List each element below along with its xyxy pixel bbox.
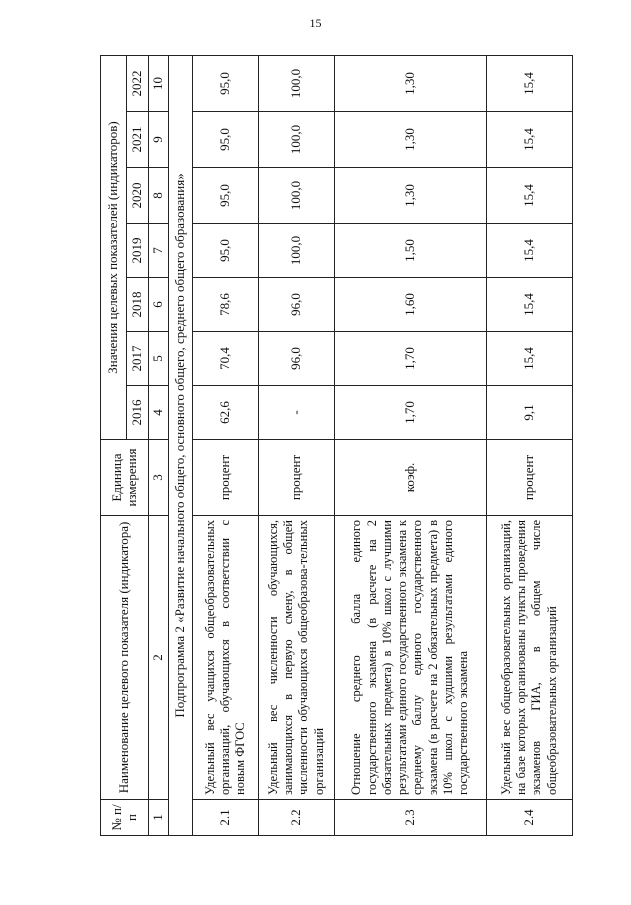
row-value: 15,4 bbox=[486, 55, 572, 111]
table-row bbox=[258, 55, 334, 835]
row-unit: коэф. bbox=[334, 440, 486, 516]
row-value: 1,30 bbox=[334, 112, 486, 168]
row-num: 2.1 bbox=[192, 800, 258, 836]
row-num: 2.3 bbox=[334, 800, 486, 836]
header-values-title: Значения целевых показателей (индикаторов) bbox=[101, 55, 127, 439]
row-value: 15,4 bbox=[486, 112, 572, 168]
index-cell: 3 bbox=[149, 440, 169, 516]
index-cell: 6 bbox=[149, 278, 169, 332]
row-name: Отношение среднего балла единого государственного экзамена (в расчете на 2 обязательных предмета) в 10% школ с лучшими результатами единого государственного экзамена к среднему баллу единого государственного экзамена (в расчете на 2 обязательных предмета) в 10% школ с худшими результатами единого государственного экзамена bbox=[334, 516, 486, 800]
header-year: 2022 bbox=[127, 55, 149, 111]
row-value: 15,4 bbox=[486, 332, 572, 386]
row-value: 100,0 bbox=[258, 55, 334, 111]
row-name: Удельный вес учащихся общеобразовательных организаций, обучающихся в соответствии с новым ФГОС bbox=[192, 516, 258, 800]
row-value: 1,60 bbox=[334, 278, 486, 332]
row-value: 1,70 bbox=[334, 386, 486, 440]
header-num: № п/п bbox=[101, 800, 149, 836]
subprogram-title: Подпрограмма 2 «Развитие начального общего, основного общего, среднего общего образования» bbox=[168, 55, 192, 835]
row-value: 95,0 bbox=[192, 55, 258, 111]
table-row bbox=[486, 55, 572, 835]
index-row bbox=[149, 55, 169, 835]
subprogram-row bbox=[168, 55, 192, 835]
row-value: 95,0 bbox=[192, 168, 258, 224]
row-value: 15,4 bbox=[486, 224, 572, 278]
index-cell: 4 bbox=[149, 386, 169, 440]
row-name: Удельный вес численности обучающихся, занимающихся в первую смену, в общей численности обучающихся общеобразова-тельных организаций bbox=[258, 516, 334, 800]
index-cell: 5 bbox=[149, 332, 169, 386]
index-cell: 8 bbox=[149, 168, 169, 224]
index-cell: 7 bbox=[149, 224, 169, 278]
header-year: 2018 bbox=[127, 278, 149, 332]
row-value: 1,50 bbox=[334, 224, 486, 278]
row-name: Удельный вес общеобразовательных организаций, на базе которых организованы пункты проведения экзаменов ГИА, в общем числе общеобразовательных организаций bbox=[486, 516, 572, 800]
index-cell: 9 bbox=[149, 112, 169, 168]
row-value: 96,0 bbox=[258, 278, 334, 332]
row-value: 1,30 bbox=[334, 55, 486, 111]
row-unit: процент bbox=[192, 440, 258, 516]
header-year: 2020 bbox=[127, 168, 149, 224]
row-value: 15,4 bbox=[486, 168, 572, 224]
row-value: 70,4 bbox=[192, 332, 258, 386]
indicators-table bbox=[100, 55, 573, 836]
index-cell: 2 bbox=[149, 516, 169, 800]
row-value: 78,6 bbox=[192, 278, 258, 332]
row-value: 62,6 bbox=[192, 386, 258, 440]
header-year: 2021 bbox=[127, 112, 149, 168]
row-value: 100,0 bbox=[258, 112, 334, 168]
page-number: 15 bbox=[309, 16, 322, 30]
row-unit: процент bbox=[486, 440, 572, 516]
header-unit: Единица измерения bbox=[101, 440, 149, 516]
index-cell: 1 bbox=[149, 800, 169, 836]
header-row-1 bbox=[101, 55, 127, 835]
row-value: 9,1 bbox=[486, 386, 572, 440]
table-row bbox=[334, 55, 486, 835]
row-value: 15,4 bbox=[486, 278, 572, 332]
header-year: 2016 bbox=[127, 386, 149, 440]
row-value: 100,0 bbox=[258, 168, 334, 224]
header-name: Наименование целевого показателя (индикатора) bbox=[101, 516, 149, 800]
table-row bbox=[192, 55, 258, 835]
index-cell: 10 bbox=[149, 55, 169, 111]
row-value: 1,70 bbox=[334, 332, 486, 386]
header-year: 2019 bbox=[127, 224, 149, 278]
row-value: 100,0 bbox=[258, 224, 334, 278]
row-value: 95,0 bbox=[192, 224, 258, 278]
row-unit: процент bbox=[258, 440, 334, 516]
row-num: 2.4 bbox=[486, 800, 572, 836]
row-value: 95,0 bbox=[192, 112, 258, 168]
row-value: 96,0 bbox=[258, 332, 334, 386]
row-value: - bbox=[258, 386, 334, 440]
row-num: 2.2 bbox=[258, 800, 334, 836]
row-value: 1,30 bbox=[334, 168, 486, 224]
header-year: 2017 bbox=[127, 332, 149, 386]
rotated-table-container bbox=[100, 56, 570, 836]
